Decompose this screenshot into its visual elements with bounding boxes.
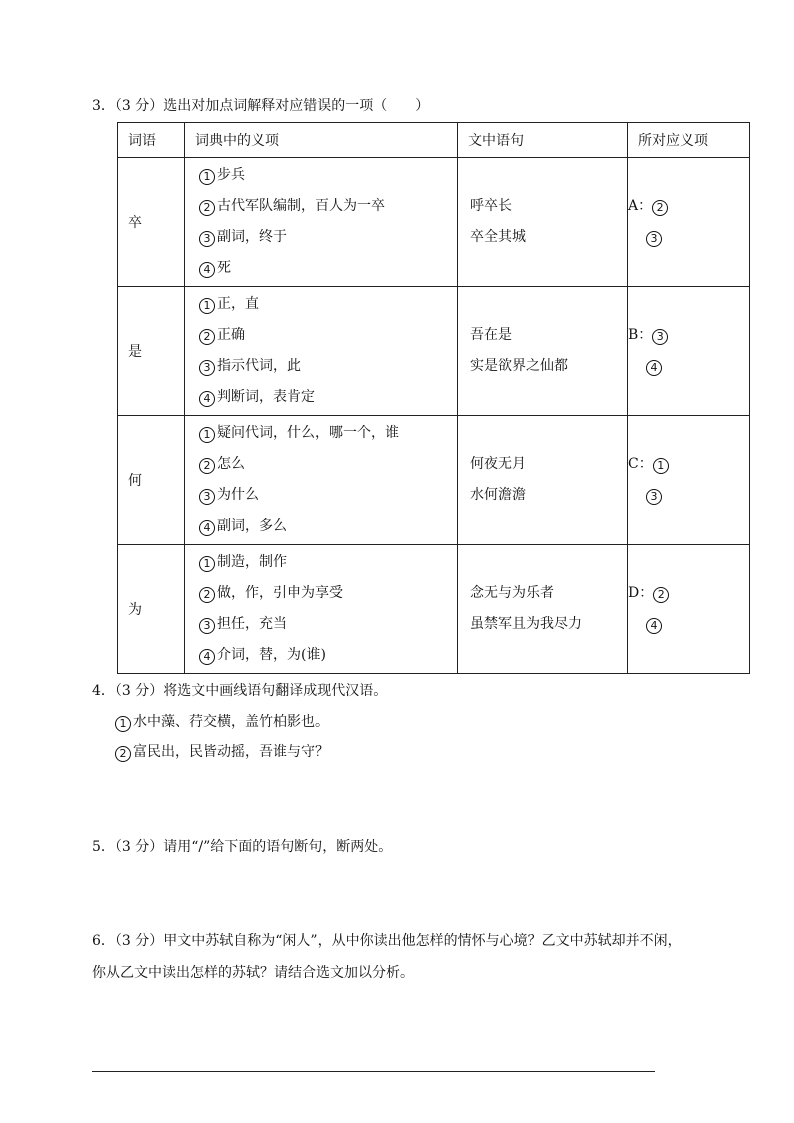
sentence-text: 念无与为乐者 [470, 585, 554, 601]
circled-number: 2 [199, 458, 215, 474]
row-answer [628, 416, 750, 545]
sense-text: 副词，终于 [217, 229, 287, 245]
circled-number: 3 [646, 489, 662, 505]
question-4-item-text: 水中藻、荇交横，盖竹柏影也。 [133, 714, 329, 730]
sense-item [185, 253, 457, 284]
row-answer [628, 545, 750, 674]
row-word: 何 [118, 416, 185, 545]
sense-item [185, 191, 457, 222]
question-4-item [115, 741, 329, 762]
sense-item [185, 511, 457, 542]
question-6-line-2: 你从乙文中读出怎样的苏轼？请结合选文加以分析。 [92, 965, 414, 981]
table-header-row [118, 123, 750, 158]
circled-number: 3 [646, 231, 662, 247]
sense-item [185, 160, 457, 191]
sense-item [185, 320, 457, 351]
row-senses [185, 416, 458, 545]
table-row [118, 416, 750, 545]
question-4-item-text: 富民出，民皆动摇，吾谁与守？ [133, 744, 329, 760]
sense-item [185, 382, 457, 413]
question-3-stem: 3．（3 分）选出对加点词解释对应错误的一项（ ） [92, 98, 430, 114]
circled-number: 1 [199, 169, 215, 185]
sense-text: 介词，替，为(谁) [217, 647, 326, 663]
sense-text: 指示代词，此 [217, 358, 301, 374]
answer-letter: C： [628, 456, 653, 472]
question-4-item [115, 711, 329, 732]
sense-item [185, 351, 457, 382]
answer-letter: B： [628, 327, 653, 343]
row-sentences [458, 158, 628, 287]
sense-text: 副词，多么 [217, 518, 287, 534]
row-senses [185, 158, 458, 287]
table-row [118, 287, 750, 416]
question-4-stem: 4．（3 分）将选文中画线语句翻译成现代汉语。 [92, 683, 388, 699]
sense-text: 死 [217, 260, 231, 276]
answer-line [92, 1071, 655, 1072]
answer-letter: A： [628, 198, 653, 214]
sense-item [185, 640, 457, 671]
circled-number: 2 [653, 587, 669, 603]
circled-number: 4 [199, 262, 215, 278]
circled-number: 4 [646, 618, 662, 634]
sense-item [185, 480, 457, 511]
circled-number: 3 [199, 360, 215, 376]
row-sentences [458, 545, 628, 674]
answer-letter: D： [628, 585, 654, 601]
sentence-text: 何夜无月 [470, 456, 526, 472]
circled-number: 1 [199, 556, 215, 572]
table-row [118, 545, 750, 674]
circled-number: 3 [199, 231, 215, 247]
sense-text: 做，作，引申为享受 [217, 585, 343, 601]
sense-text: 担任，充当 [217, 616, 287, 632]
circled-number: 2 [199, 329, 215, 345]
sense-item [185, 578, 457, 609]
sense-text: 疑问代词，什么，哪一个，谁 [217, 425, 399, 441]
header-corresponding-sense: 所对应义项 [628, 123, 750, 158]
row-senses [185, 287, 458, 416]
header-dictionary-sense: 词典中的义项 [185, 123, 458, 158]
circled-number: 4 [199, 391, 215, 407]
sense-text: 正，直 [217, 296, 259, 312]
circled-number: 4 [199, 520, 215, 536]
circled-number: 2 [199, 587, 215, 603]
sense-text: 为什么 [217, 487, 259, 503]
sense-item [185, 449, 457, 480]
circled-number: 4 [646, 360, 662, 376]
sense-item [185, 222, 457, 253]
sense-text: 制造，制作 [217, 554, 287, 570]
circled-number: 2 [115, 746, 131, 762]
sense-item [185, 289, 457, 320]
circled-number: 3 [199, 618, 215, 634]
sense-text: 怎么 [217, 456, 245, 472]
sentence-text: 呼卒长 [470, 198, 512, 214]
circled-number: 1 [199, 298, 215, 314]
circled-number: 1 [115, 716, 131, 732]
sentence-text: 虽禁军且为我尽力 [470, 616, 582, 632]
sentence-text: 水何澹澹 [470, 487, 526, 503]
row-sentences [458, 287, 628, 416]
row-sentences [458, 416, 628, 545]
header-word: 词语 [118, 123, 185, 158]
sense-text: 正确 [217, 327, 245, 343]
row-answer [628, 158, 750, 287]
circled-number: 3 [652, 329, 668, 345]
sense-item [185, 418, 457, 449]
circled-number: 3 [199, 489, 215, 505]
question-6-line-1: 6．（3 分）甲文中苏轼自称为“闲人”，从中你读出他怎样的情怀与心境？乙文中苏轼却并不闲， [92, 933, 682, 949]
sense-text: 古代军队编制，百人为一卒 [217, 198, 385, 214]
sense-text: 步兵 [217, 167, 245, 183]
row-word: 卒 [118, 158, 185, 287]
question-5-stem: 5．（3 分）请用“/”给下面的语句断句，断两处。 [92, 839, 393, 855]
row-senses [185, 545, 458, 674]
circled-number: 2 [199, 200, 215, 216]
circled-number: 1 [199, 427, 215, 443]
sentence-text: 吾在是 [470, 327, 512, 343]
sentence-text: 实是欲界之仙都 [470, 358, 568, 374]
header-sentence: 文中语句 [458, 123, 628, 158]
circled-number: 4 [199, 649, 215, 665]
sense-item [185, 609, 457, 640]
vocabulary-table [117, 122, 750, 674]
row-answer [628, 287, 750, 416]
row-word: 是 [118, 287, 185, 416]
sentence-text: 卒全其城 [470, 229, 526, 245]
sense-text: 判断词，表肯定 [217, 389, 315, 405]
sense-item [185, 547, 457, 578]
circled-number: 2 [652, 200, 668, 216]
table-row [118, 158, 750, 287]
row-word: 为 [118, 545, 185, 674]
circled-number: 1 [653, 458, 669, 474]
